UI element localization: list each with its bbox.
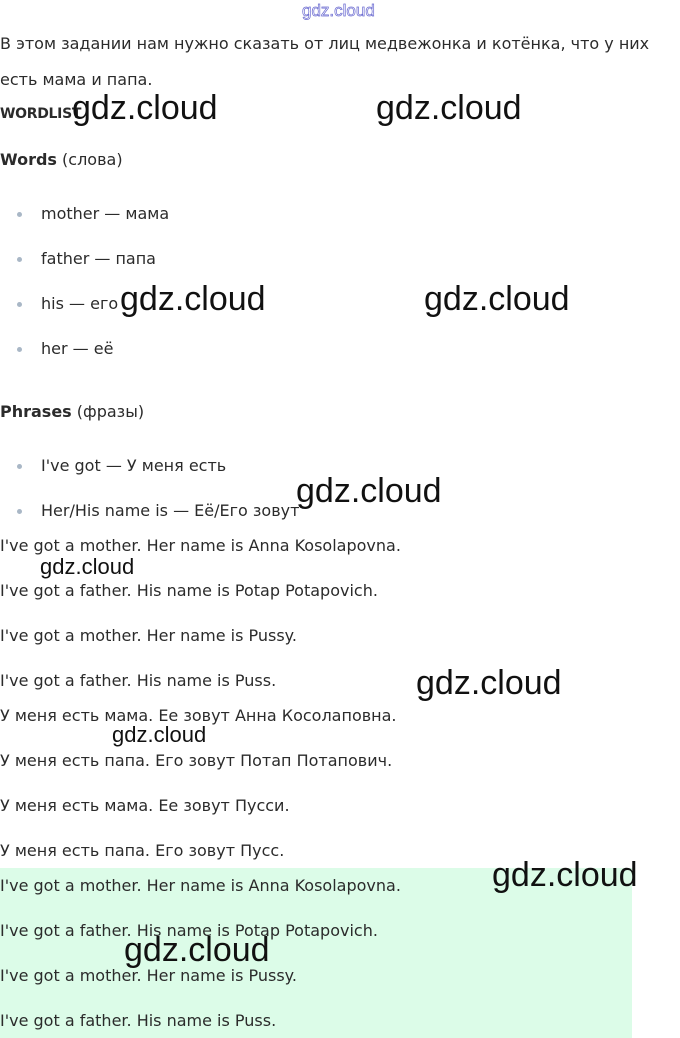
watermark: gdz.cloud (376, 89, 522, 127)
intro-line-2: есть мама и папа. (0, 70, 153, 89)
bullet-icon (17, 347, 22, 352)
phrases-heading-en: Phrases (0, 402, 72, 421)
intro-line-1: В этом задании нам нужно сказать от лиц медвежонка и котёнка, что у них (0, 34, 650, 53)
bullet-icon (17, 257, 22, 262)
word-item: her — её (41, 339, 114, 358)
word-item: his — его (41, 294, 119, 313)
russian-sentence: У меня есть папа. Его зовут Потап Потапович. (0, 751, 393, 770)
russian-sentence: У меня есть мама. Ее зовут Пусси. (0, 796, 290, 815)
russian-sentence: У меня есть папа. Его зовут Пусс. (0, 841, 285, 860)
watermark: gdz.cloud (72, 89, 218, 127)
bullet-icon (17, 302, 22, 307)
bullet-icon (17, 464, 22, 469)
watermark: gdz.cloud (296, 472, 442, 510)
header-watermark: gdz.cloud (302, 1, 375, 20)
wordlist-title: WORDLIST (0, 106, 82, 122)
watermark: gdz.cloud (120, 280, 266, 318)
watermark: gdz.cloud (40, 554, 135, 579)
english-sentence: I've got a mother. Her name is Anna Kosolapovna. (0, 536, 401, 555)
words-heading-en: Words (0, 150, 57, 169)
russian-sentence: У меня есть мама. Ее зовут Анна Косолаповна. (0, 706, 397, 725)
watermark: gdz.cloud (124, 931, 270, 969)
phrase-item: I've got — У меня есть (41, 456, 227, 475)
watermark: gdz.cloud (416, 664, 562, 702)
watermark: gdz.cloud (424, 280, 570, 318)
words-heading-ru: (слова) (62, 150, 123, 169)
words-heading (0, 150, 123, 170)
english-sentence: I've got a father. His name is Puss. (0, 671, 277, 690)
answer-sentence: I've got a mother. Her name is Pussy. (0, 966, 297, 985)
word-item: mother — мама (41, 204, 170, 223)
phrase-item: Her/His name is — Её/Его зовут (41, 501, 300, 520)
bullet-icon (17, 212, 22, 217)
word-item: father — папа (41, 249, 156, 268)
answer-sentence: I've got a father. His name is Potap Potapovich. (0, 921, 378, 940)
watermark: gdz.cloud (112, 722, 207, 747)
phrases-heading (0, 402, 144, 422)
answer-sentence: I've got a father. His name is Puss. (0, 1011, 277, 1030)
bullet-icon (17, 509, 22, 514)
answer-sentence: I've got a mother. Her name is Anna Kosolapovna. (0, 876, 401, 895)
phrases-heading-ru: (фразы) (76, 402, 145, 421)
english-sentence: I've got a father. His name is Potap Potapovich. (0, 581, 378, 600)
english-sentence: I've got a mother. Her name is Pussy. (0, 626, 297, 645)
watermark: gdz.cloud (492, 856, 638, 894)
